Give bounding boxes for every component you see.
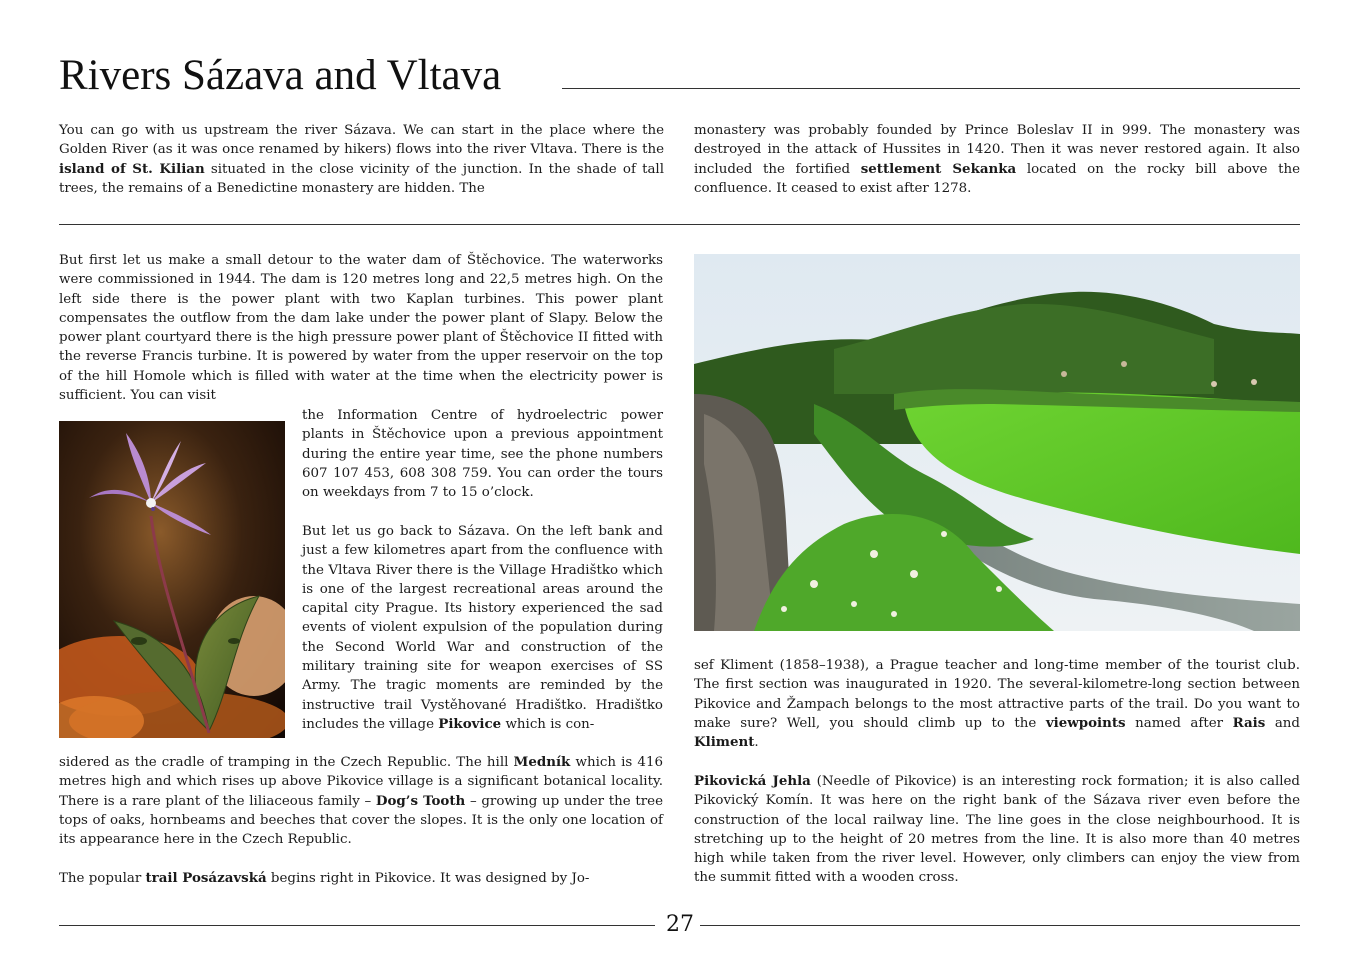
paragraph-trail-kliment	[694, 656, 1300, 752]
text-run: – growing up under the tree tops of oaks, hornbeams and beeches that cover the slopes. It is the only one location of its appearance here in the Czech Republic.	[59, 793, 663, 848]
paragraph-pikovicka-jehla	[694, 772, 1300, 888]
paragraph-trail-posazavska	[59, 869, 663, 888]
page-number: 27	[666, 912, 694, 937]
section-divider	[59, 224, 1300, 225]
intro-column-left	[59, 121, 664, 198]
text-run: sef Kliment (1858–1938), a Prague teacher and long-time member of the tourist club. The first section was inaugurated in 1920. The several-kilometre-long section between Pikovice and Žampach belongs to the most attractive parts of the trail. Do you want to make sure? Well, you should climb up to the	[694, 658, 1300, 731]
paragraph-dam	[59, 251, 663, 405]
bold-term: Dog’s Tooth	[375, 792, 466, 809]
text-run: and	[1265, 715, 1300, 731]
bold-term: Kliment	[694, 734, 755, 751]
text-run: the Information Centre of hydroelectric power plants in Štěchovice upon a previous appointment during the entire year time, see the phone numbers 607 107 453, 608 308 759. You can order the tours on weekdays from 7 to 15 o’clock.	[302, 408, 663, 501]
paragraph-mednik	[59, 753, 663, 849]
text-run: sidered as the cradle of tramping in the Czech Republic. The hill	[59, 755, 514, 770]
text-run: (Needle of Pikovice) is an interesting rock formation; it is also called Pikovický Komín. It was here on the right bank of the Sázava river even before the construction of the local railway line. The line goes in the close neighbourhood. It is stretching up to the height of 20 metres from the line. It is also more than 40 metres high while taken from the river level. However, only climbers can enjoy the view from the summit fitted with a wooden cross.	[694, 774, 1301, 886]
paragraph-hradistko	[302, 522, 663, 734]
text-run: But first let us make a small detour to the water dam of Štěchovice. The waterworks were commissioned in 1944. The dam is 120 metres long and 22,5 metres high. On the left side there is the power plant with two Kaplan turbines. This power plant compensates the outflow from the dam lake under the power plant of Slapy. Below the power plant courtyard there is the high pressure power plant of Štěchovice II fitted with the reverse Francis turbine. It is powered by water from the upper reservoir on the top of the hill Homole which is filled with water at the time when the electricity power is sufficient. You can visit	[59, 253, 663, 404]
paragraph-information-centre	[302, 406, 663, 502]
text-run: monastery was probably founded by Prince Boleslav II in 999. The monastery was destroyed in the attack of Hussites in 1420. Then it was never restored again. It also included the fortified	[694, 123, 1300, 177]
footer-rule-right	[700, 925, 1300, 926]
text-run: situated in the close vicinity of the junction. In the shade of tall trees, the remains of a Benedictine monastery are hidden. The	[59, 161, 664, 196]
bold-term: Medník	[513, 754, 571, 770]
bold-term: Rais	[1232, 714, 1266, 731]
text-run: .	[754, 735, 759, 751]
text-run: located on the rocky bill above the confluence. It ceased to exist after 1278.	[694, 161, 1300, 196]
text-run: which is con-	[501, 716, 595, 732]
bold-term: trail Posázavská	[145, 870, 267, 886]
bold-term: settlement Sekanka	[860, 160, 1017, 177]
page-title: Rivers Sázava and Vltava	[59, 52, 502, 99]
flower-illustration	[59, 421, 285, 738]
bold-term: island of St. Kilian	[59, 160, 205, 177]
text-run: which is 416 metres high and which rises up above Pikovice village is a significant botanical locality. There is a rare plant of the liliaceous family –	[59, 755, 663, 809]
text-run: named after	[1125, 715, 1233, 731]
footer-rule-left	[59, 925, 655, 926]
dogs-tooth-flower-photo	[59, 421, 285, 738]
landscape-illustration	[694, 254, 1300, 631]
bold-term: Pikovická Jehla	[694, 773, 811, 789]
title-rule	[562, 88, 1300, 89]
text-run: The popular	[59, 871, 146, 886]
intro-column-right	[694, 121, 1300, 198]
text-run: begins right in Pikovice. It was designed by Jo-	[266, 871, 590, 886]
text-run: You can go with us upstream the river Sázava. We can start in the place where the Golden River (as it was once renamed by hikers) flows into the river Vltava. There is the	[59, 123, 664, 158]
bold-term: viewpoints	[1045, 714, 1126, 731]
sazava-river-landscape-photo	[694, 254, 1300, 631]
text-run: But let us go back to Sázava. On the left bank and just a few kilometres apart from the confluence with the Vltava River there is the Village Hradištko which is one of the largest recreational areas around the capital city Prague. Its history experienced the sad events of violent expulsion of the population during the Second World War and construction of the military training site for weapon exercises of SS Army. The tragic moments are reminded by the instructive trail Vystěhované Hradištko. Hradištko includes the village	[302, 524, 663, 732]
bold-term: Pikovice	[438, 715, 502, 732]
